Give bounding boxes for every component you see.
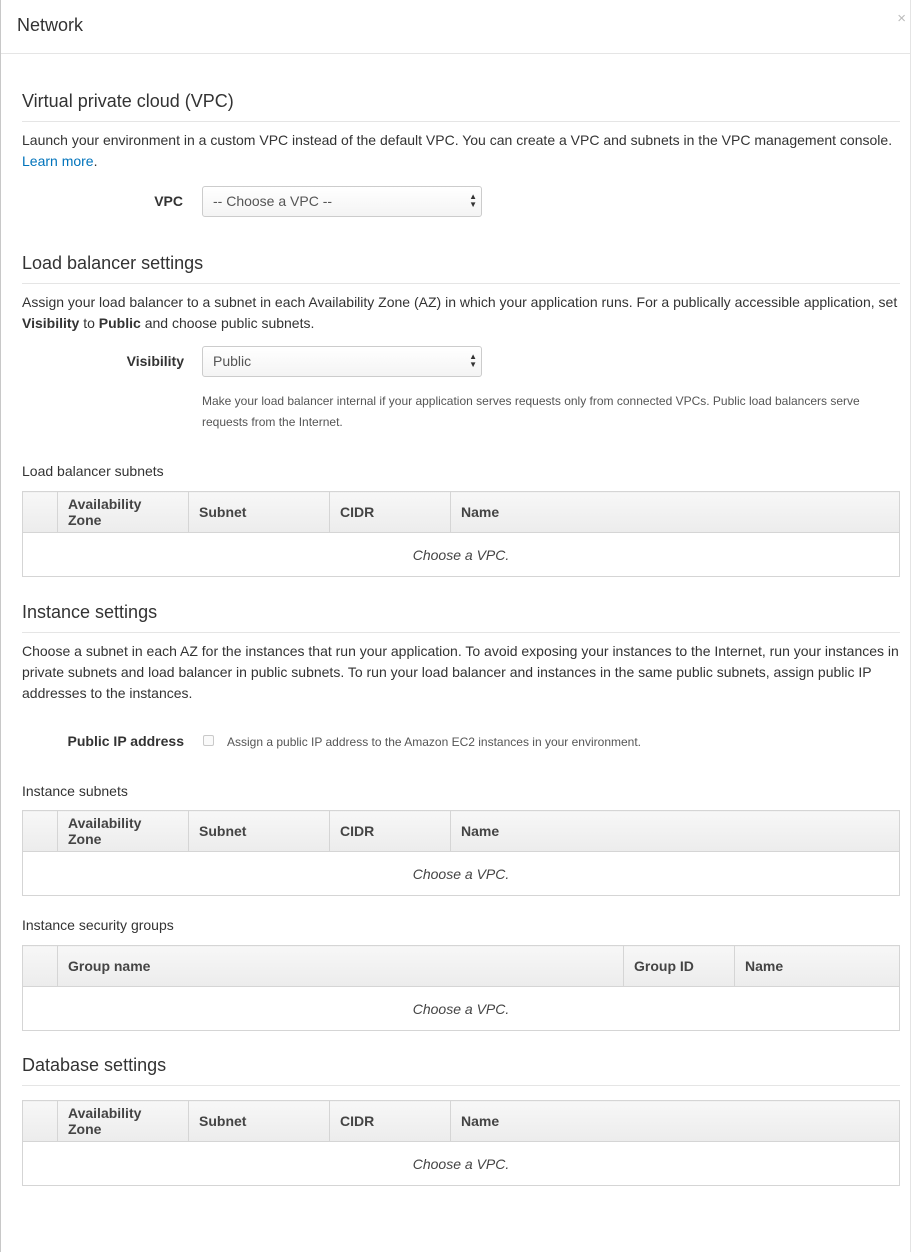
lb-subnets-block: [22, 463, 900, 577]
table-header-row: [23, 1101, 900, 1142]
column-header-name[interactable]: Name: [451, 1101, 900, 1142]
modal-header: [1, 0, 910, 54]
lb-section-title: Load balancer settings: [22, 253, 900, 284]
vpc-form-row: [22, 186, 900, 218]
table-row: [23, 1142, 900, 1186]
close-icon[interactable]: ×: [897, 10, 906, 27]
column-header-name[interactable]: Name: [735, 946, 900, 987]
column-header-subnet[interactable]: Subnet: [189, 811, 330, 852]
visibility-label: Visibility: [126, 353, 184, 369]
select-all-column-header: [23, 492, 58, 533]
column-header-subnet[interactable]: Subnet: [189, 492, 330, 533]
modal-title: Network: [17, 15, 84, 35]
column-header-availability-zone[interactable]: Availability Zone: [58, 811, 189, 852]
instance-subnets-block: [22, 783, 900, 896]
column-header-group-name[interactable]: Group name: [58, 946, 624, 987]
public-ip-label: Public IP address: [67, 733, 184, 749]
visibility-select[interactable]: [202, 346, 482, 377]
table-row: [23, 852, 900, 896]
database-section-title: Database settings: [22, 1055, 900, 1086]
lb-subnets-label: Load balancer subnets: [22, 463, 164, 479]
select-all-column-header: [23, 946, 58, 987]
empty-table-message: Choose a VPC.: [23, 1142, 900, 1186]
column-header-availability-zone[interactable]: Availability Zone: [58, 1101, 189, 1142]
load-balancer-section: [22, 253, 900, 429]
vpc-select[interactable]: [202, 186, 482, 217]
table-header-row: [23, 946, 900, 987]
public-ip-form-row: [22, 726, 900, 756]
column-header-subnet[interactable]: Subnet: [189, 1101, 330, 1142]
instance-section: [22, 602, 900, 756]
vpc-select-value: -- Choose a VPC --: [213, 193, 333, 209]
vpc-description-text: Launch your environment in a custom VPC instead of the default VPC. You can create a VPC and subnets in the VPC management console.: [22, 132, 893, 148]
empty-table-message: Choose a VPC.: [23, 987, 900, 1031]
learn-more-link[interactable]: Learn more: [22, 153, 94, 169]
column-header-cidr[interactable]: CIDR: [330, 811, 451, 852]
lb-desc-visibility: Visibility: [22, 315, 80, 331]
select-updown-arrows-icon: ▲ ▼: [469, 352, 477, 369]
instance-description: Choose a subnet in each AZ for the instances that run your application. To avoid exposing your instances to the Internet, run your instances in private subnets and load balancer in public subnets. To run your load balancer and instances in the same public subnets, assign public IP addresses to the instances.: [22, 643, 899, 701]
instance-subnets-table: [22, 810, 900, 896]
select-all-column-header: [23, 811, 58, 852]
instance-section-title: Instance settings: [22, 602, 900, 633]
lb-desc-public: Public: [98, 315, 141, 331]
select-updown-arrows-icon: ▲ ▼: [469, 192, 477, 209]
table-header-row: [23, 492, 900, 533]
column-header-name[interactable]: Name: [451, 492, 900, 533]
public-ip-checkbox[interactable]: [203, 735, 214, 746]
visibility-form-row: [22, 346, 900, 378]
empty-table-message: Choose a VPC.: [23, 533, 900, 577]
database-subnets-table: [22, 1100, 900, 1186]
column-header-name[interactable]: Name: [451, 811, 900, 852]
lb-description: [22, 292, 900, 334]
instance-subnets-label: Instance subnets: [22, 783, 128, 799]
security-groups-block: [22, 917, 900, 1031]
lb-desc-part3: and choose public subnets.: [140, 315, 315, 331]
vpc-label: VPC: [154, 193, 183, 209]
column-header-cidr[interactable]: CIDR: [330, 492, 451, 533]
column-header-group-id[interactable]: Group ID: [624, 946, 735, 987]
public-ip-checkbox-label[interactable]: Assign a public IP address to the Amazon EC2 instances in your environment.: [227, 735, 642, 749]
database-section: [22, 1055, 900, 1186]
vpc-description: Launch your environment in a custom VPC instead of the default VPC. You can create a VPC and subnets in the VPC management console. Learn more.: [22, 132, 893, 169]
vpc-section-title: Virtual private cloud (VPC): [22, 91, 900, 122]
table-row: [23, 533, 900, 577]
lb-subnets-table: [22, 491, 900, 577]
empty-table-message: Choose a VPC.: [23, 852, 900, 896]
lb-desc-part2: to: [79, 315, 99, 331]
select-all-column-header: [23, 1101, 58, 1142]
visibility-select-value: Public: [213, 353, 252, 369]
visibility-help-text: Make your load balancer internal if your application serves requests only from connected VPCs. Public load balancers serve requests from the Internet.: [202, 394, 860, 429]
table-row: [23, 987, 900, 1031]
vpc-section: [22, 91, 900, 218]
lb-desc-part1: Assign your load balancer to a subnet in each Availability Zone (AZ) in which your application runs. For a publically accessible application, set: [22, 294, 898, 310]
table-header-row: [23, 811, 900, 852]
security-groups-table: [22, 945, 900, 1031]
column-header-availability-zone[interactable]: Availability Zone: [58, 492, 189, 533]
column-header-cidr[interactable]: CIDR: [330, 1101, 451, 1142]
security-groups-label: Instance security groups: [22, 917, 174, 933]
